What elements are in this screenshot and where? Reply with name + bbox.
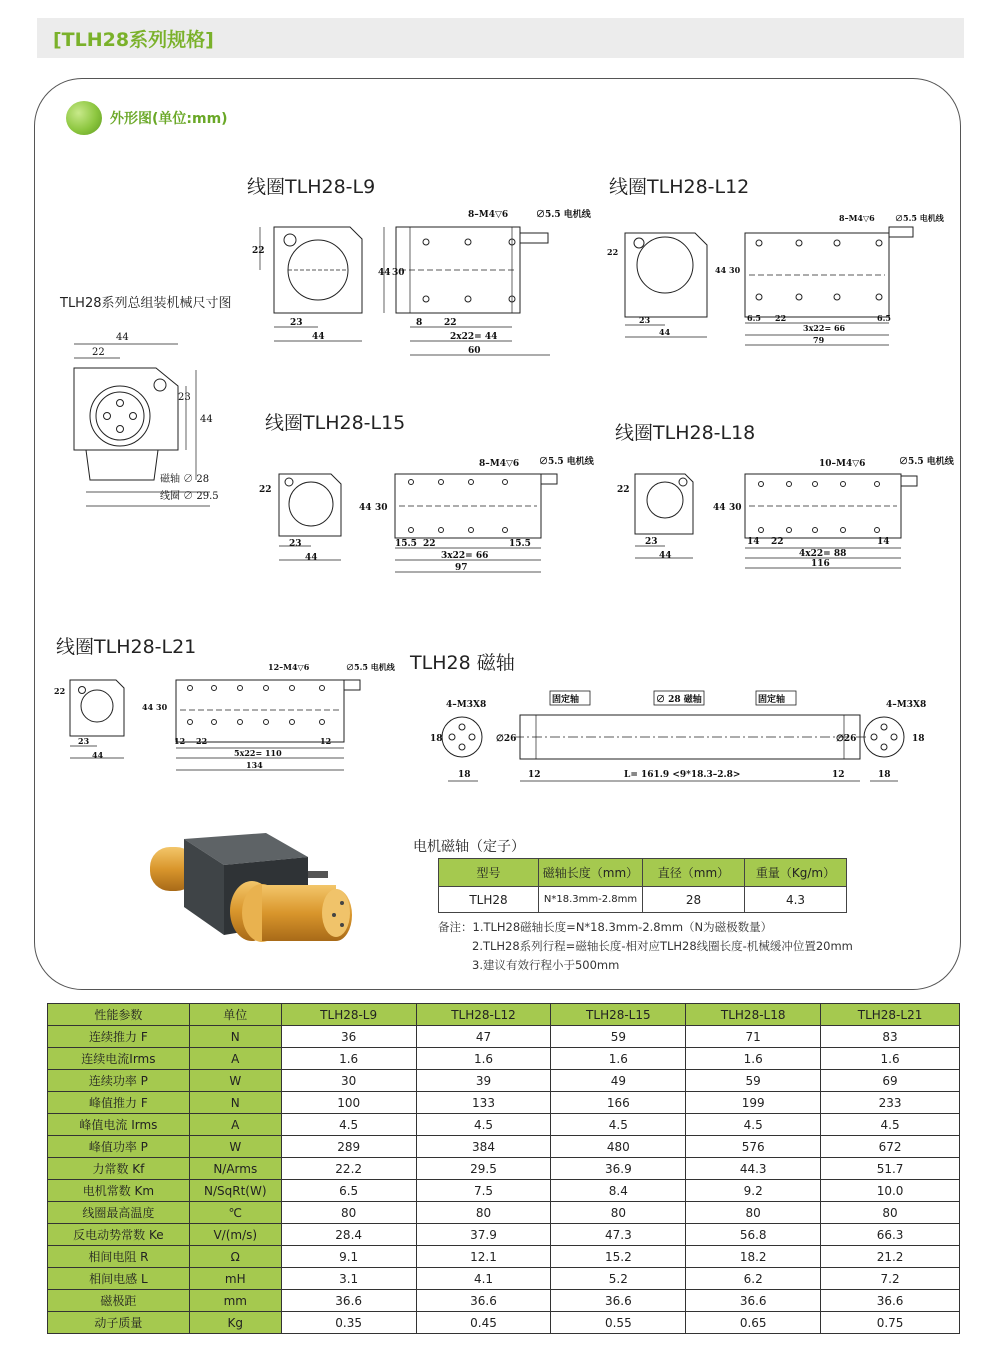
coil-l15-d23: 23 <box>289 539 302 549</box>
coil-l9-wire: ∅5.5 电机线 <box>536 210 591 220</box>
perf-cell: N <box>189 1026 281 1048</box>
perf-cell: 磁极距 <box>48 1290 190 1312</box>
perf-cell: 8.4 <box>551 1180 686 1202</box>
coil-l18-dh44: 44 <box>713 503 726 513</box>
perf-cell: 59 <box>686 1070 821 1092</box>
perf-cell: 36 <box>281 1026 416 1048</box>
coil-l21-d22: 22 <box>54 686 66 696</box>
coil-l15-d22: 22 <box>259 485 272 495</box>
page-title: [TLH28系列规格] <box>53 29 214 51</box>
perf-cell: 15.2 <box>551 1246 686 1268</box>
coil-l15-s1: 15.5 <box>395 539 417 549</box>
perf-cell: ℃ <box>189 1202 281 1224</box>
coil-l18-s3: 4x22= 88 <box>799 549 847 559</box>
perf-cell: 80 <box>416 1202 551 1224</box>
table-row <box>48 1048 960 1070</box>
assembly-dim-h: 44 <box>200 414 213 425</box>
perf-cell: 7.5 <box>416 1180 551 1202</box>
coil-l9-d44: 44 <box>312 332 325 342</box>
perf-cell: 47 <box>416 1026 551 1048</box>
perf-cell: 1.6 <box>281 1048 416 1070</box>
shaft-d26-left: ∅26 <box>496 734 517 744</box>
perf-cell: Ω <box>189 1246 281 1268</box>
coil-l12-wire: ∅5.5 电机线 <box>895 213 944 223</box>
perf-cell: 1.6 <box>821 1048 960 1070</box>
perf-cell: 1.6 <box>551 1048 686 1070</box>
perf-cell: 峰值电流 Irms <box>48 1114 190 1136</box>
coil-l9-drawing <box>250 205 591 360</box>
coil-l12-s2: 22 <box>775 313 787 323</box>
perf-cell: 480 <box>551 1136 686 1158</box>
perf-cell: 28.4 <box>281 1224 416 1246</box>
coil-l9-s2: 22 <box>444 318 457 328</box>
perf-cell: 9.2 <box>686 1180 821 1202</box>
table-row <box>48 1268 960 1290</box>
coil-l9-d30: 30 <box>392 268 405 278</box>
perf-cell: W <box>189 1136 281 1158</box>
perf-cell: 71 <box>686 1026 821 1048</box>
perf-cell: 69 <box>821 1070 960 1092</box>
perf-cell: mH <box>189 1268 281 1290</box>
table-row <box>48 1114 960 1136</box>
perf-cell: 36.9 <box>551 1158 686 1180</box>
spec-note-1: 备注：1.TLH28磁轴长度=N*18.3mm-2.8mm（N为磁极数量） <box>438 920 773 934</box>
perf-cell: 7.2 <box>821 1268 960 1290</box>
perf-cell: V/(m/s) <box>189 1224 281 1246</box>
coil-l15-title: 线圈TLH28-L15 <box>265 412 406 434</box>
coil-l12-holes: 8–M4▽6 <box>839 213 875 223</box>
performance-table <box>47 1003 960 1334</box>
perf-cell: 4.5 <box>551 1114 686 1136</box>
coil-l12-d30: 30 <box>729 265 741 275</box>
perf-cell: 6.5 <box>281 1180 416 1202</box>
table-row <box>48 1070 960 1092</box>
perf-cell: 384 <box>416 1136 551 1158</box>
perf-cell: 199 <box>686 1092 821 1114</box>
perf-cell: 3.1 <box>281 1268 416 1290</box>
shaft-title: TLH28 磁轴 <box>410 652 515 674</box>
spec-cell-length: N*18.3mm-2.8mm <box>539 887 643 913</box>
coil-l9-s1: 8 <box>416 318 423 328</box>
perf-cell: 49 <box>551 1070 686 1092</box>
coil-l12-d23: 23 <box>639 315 651 325</box>
coil-l21-s1: 12 <box>174 736 186 746</box>
perf-cell: 36.6 <box>551 1290 686 1312</box>
shaft-length: L= 161.9 <9*18.3–2.8> <box>624 770 741 780</box>
coil-l12-title: 线圈TLH28-L12 <box>609 176 750 198</box>
perf-cell: W <box>189 1070 281 1092</box>
spec-note-2: 2.TLH28系列行程=磁轴长度-相对应TLH28线圈长度-机械缓冲位置20mm <box>472 939 853 953</box>
coil-l18-len: 116 <box>811 559 830 569</box>
perf-cell: 连续电流Irms <box>48 1048 190 1070</box>
coil-l15-dh44: 44 <box>359 503 372 513</box>
coil-l9-d22: 22 <box>252 246 265 256</box>
spec-header-weight: 重量（Kg/m） <box>745 859 847 887</box>
coil-l9-dh44: 44 <box>378 268 391 278</box>
coil-l21-s3: 5x22= 110 <box>234 748 282 758</box>
table-row <box>48 1026 960 1048</box>
shaft-d18-right: 18 <box>912 734 925 744</box>
coil-l12-len: 79 <box>813 335 825 345</box>
coil-l9-s3: 2x22= 44 <box>450 332 498 342</box>
coil-l12-drawing <box>605 205 945 350</box>
assembly-dim-h2: 23 <box>178 392 191 403</box>
perf-cell: 0.75 <box>821 1312 960 1334</box>
perf-cell: 反电动势常数 Ke <box>48 1224 190 1246</box>
perf-cell: N/SqRt(W) <box>189 1180 281 1202</box>
spec-note-3: 3.建议有效行程小于500mm <box>472 958 620 972</box>
perf-cell: 连续推力 F <box>48 1026 190 1048</box>
coil-l15-s3: 3x22= 66 <box>441 551 489 561</box>
shaft-end-right: 12 <box>832 770 845 780</box>
perf-cell: 29.5 <box>416 1158 551 1180</box>
perf-cell: 12.1 <box>416 1246 551 1268</box>
perf-cell: 83 <box>821 1026 960 1048</box>
coil-l15-len: 97 <box>455 563 468 573</box>
spec-cell-weight: 4.3 <box>745 887 847 913</box>
perf-header-3: TLH28-L12 <box>416 1004 551 1026</box>
shaft-fix-right: 固定轴 <box>758 695 786 705</box>
perf-cell: A <box>189 1114 281 1136</box>
perf-cell: 相间电阻 R <box>48 1246 190 1268</box>
perf-cell: 133 <box>416 1092 551 1114</box>
coil-l18-d22: 22 <box>617 485 630 495</box>
table-row <box>48 1202 960 1224</box>
coil-l18-s4: 14 <box>877 537 890 547</box>
perf-cell: 力常数 Kf <box>48 1158 190 1180</box>
coil-l12-s1: 6.5 <box>747 313 761 323</box>
perf-header-2: TLH28-L9 <box>281 1004 416 1026</box>
perf-cell: 0.65 <box>686 1312 821 1334</box>
shaft-d18-left: 18 <box>430 734 443 744</box>
coil-l9-title: 线圈TLH28-L9 <box>247 176 376 198</box>
perf-cell: 6.2 <box>686 1268 821 1290</box>
shaft-screw-left: 4–M3X8 <box>446 700 487 710</box>
coil-l18-d30: 30 <box>729 503 742 513</box>
section-bullet-icon <box>66 101 102 135</box>
coil-l18-wire: ∅5.5 电机线 <box>899 457 954 467</box>
coil-l15-wire: ∅5.5 电机线 <box>539 457 594 467</box>
section-label: 外形图(单位:mm) <box>110 111 228 127</box>
perf-cell: 线圈最高温度 <box>48 1202 190 1224</box>
coil-l18-holes: 10–M4▽6 <box>819 459 866 469</box>
shaft-d18-bottom-right: 18 <box>878 770 891 780</box>
perf-cell: 21.2 <box>821 1246 960 1268</box>
shaft-dia: ∅ 28 磁轴 <box>656 695 702 705</box>
coil-l15-d44: 44 <box>305 553 318 563</box>
coil-l15-holes: 8–M4▽6 <box>479 459 520 469</box>
shaft-end-left: 12 <box>528 770 541 780</box>
perf-cell: 22.2 <box>281 1158 416 1180</box>
assembly-caption: TLH28系列总组装机械尺寸图 <box>60 296 232 311</box>
perf-cell: 36.6 <box>821 1290 960 1312</box>
coil-l12-dh44: 44 <box>715 265 727 275</box>
perf-cell: 80 <box>281 1202 416 1224</box>
table-row <box>48 1136 960 1158</box>
table-row <box>48 1180 960 1202</box>
perf-cell: 5.2 <box>551 1268 686 1290</box>
coil-l21-drawing <box>50 660 395 775</box>
perf-cell: 80 <box>821 1202 960 1224</box>
coil-l12-s4: 6.5 <box>877 313 891 323</box>
coil-l15-s4: 15.5 <box>509 539 531 549</box>
coil-l21-d44: 44 <box>92 750 104 760</box>
perf-cell: 166 <box>551 1092 686 1114</box>
perf-cell: 电机常数 Km <box>48 1180 190 1202</box>
perf-header-1: 单位 <box>189 1004 281 1026</box>
perf-cell: 289 <box>281 1136 416 1158</box>
shaft-d26-right: ∅26 <box>836 734 857 744</box>
perf-header-0: 性能参数 <box>48 1004 190 1026</box>
coil-l21-s4: 12 <box>320 736 332 746</box>
coil-l12-s3: 3x22= 66 <box>803 323 846 333</box>
shaft-drawing <box>428 685 968 790</box>
perf-cell: 峰值功率 P <box>48 1136 190 1158</box>
coil-l18-title: 线圈TLH28-L18 <box>615 422 756 444</box>
coil-l18-drawing <box>615 452 955 572</box>
coil-l21-holes: 12–M4▽6 <box>268 662 310 672</box>
perf-cell: 4.5 <box>686 1114 821 1136</box>
coil-l21-dh44: 44 <box>142 702 154 712</box>
perf-cell: 4.5 <box>281 1114 416 1136</box>
spec-header-length: 磁轴长度（mm） <box>539 859 643 887</box>
perf-cell: 44.3 <box>686 1158 821 1180</box>
perf-header-4: TLH28-L15 <box>551 1004 686 1026</box>
coil-l15-s2: 22 <box>423 539 436 549</box>
perf-cell: N/Arms <box>189 1158 281 1180</box>
perf-cell: 10.0 <box>821 1180 960 1202</box>
perf-cell: Kg <box>189 1312 281 1334</box>
perf-cell: 100 <box>281 1092 416 1114</box>
shaft-screw-right: 4–M3X8 <box>886 700 927 710</box>
perf-cell: 672 <box>821 1136 960 1158</box>
table-row <box>48 1290 960 1312</box>
coil-l21-wire: ∅5.5 电机线 <box>346 662 395 672</box>
perf-cell: 66.3 <box>821 1224 960 1246</box>
coil-l21-s2: 22 <box>196 736 208 746</box>
perf-header-5: TLH28-L18 <box>686 1004 821 1026</box>
table-row <box>48 1224 960 1246</box>
coil-l15-drawing <box>255 452 594 577</box>
perf-cell: 233 <box>821 1092 960 1114</box>
perf-cell: A <box>189 1048 281 1070</box>
spec-title: 电机磁轴（定子） <box>413 839 525 855</box>
spec-cell-diameter: 28 <box>643 887 745 913</box>
perf-cell: 1.6 <box>416 1048 551 1070</box>
perf-cell: 36.6 <box>281 1290 416 1312</box>
coil-l21-d23: 23 <box>78 736 90 746</box>
spec-header-model: 型号 <box>439 859 539 887</box>
assembly-coil-label: 线圈 ∅ 29.5 <box>160 491 219 502</box>
perf-cell: 80 <box>686 1202 821 1224</box>
perf-cell: 576 <box>686 1136 821 1158</box>
spec-header-diameter: 直径（mm） <box>643 859 745 887</box>
coil-l9-d23: 23 <box>290 318 303 328</box>
coil-l21-len: 134 <box>246 760 263 770</box>
perf-cell: 4.1 <box>416 1268 551 1290</box>
perf-cell: 4.5 <box>416 1114 551 1136</box>
table-row <box>48 1092 960 1114</box>
coil-l18-s2: 22 <box>771 537 784 547</box>
assembly-dim-half: 22 <box>92 347 105 358</box>
shaft-fix-left: 固定轴 <box>552 695 580 705</box>
assembly-shaft-label: 磁轴 ∅ 28 <box>160 474 210 485</box>
perf-cell: 9.1 <box>281 1246 416 1268</box>
table-row <box>48 1158 960 1180</box>
coil-l9-holes: 8–M4▽6 <box>468 210 509 220</box>
perf-cell: 59 <box>551 1026 686 1048</box>
assembly-drawing <box>60 330 250 510</box>
coil-l15-d30: 30 <box>375 503 388 513</box>
perf-cell: 峰值推力 F <box>48 1092 190 1114</box>
perf-cell: 80 <box>551 1202 686 1224</box>
header-bar <box>37 18 964 58</box>
coil-l9-len: 60 <box>468 346 481 356</box>
perf-cell: 0.35 <box>281 1312 416 1334</box>
perf-cell: 36.6 <box>416 1290 551 1312</box>
perf-cell: 4.5 <box>821 1114 960 1136</box>
table-row <box>48 1312 960 1334</box>
perf-cell: 30 <box>281 1070 416 1092</box>
perf-cell: 0.55 <box>551 1312 686 1334</box>
perf-cell: 0.45 <box>416 1312 551 1334</box>
perf-cell: 37.9 <box>416 1224 551 1246</box>
perf-cell: 连续功率 P <box>48 1070 190 1092</box>
table-row <box>48 1246 960 1268</box>
spec-table <box>438 858 847 913</box>
perf-cell: 56.8 <box>686 1224 821 1246</box>
perf-cell: 动子质量 <box>48 1312 190 1334</box>
coil-l12-d44: 44 <box>659 327 671 337</box>
perf-cell: mm <box>189 1290 281 1312</box>
coil-l12-d22: 22 <box>607 247 619 257</box>
coil-l18-s1: 14 <box>747 537 760 547</box>
spec-cell-model: TLH28 <box>439 887 539 913</box>
coil-l21-title: 线圈TLH28-L21 <box>56 636 197 658</box>
perf-cell: 1.6 <box>686 1048 821 1070</box>
perf-cell: 51.7 <box>821 1158 960 1180</box>
perf-cell: 18.2 <box>686 1246 821 1268</box>
shaft-d18-bottom-left: 18 <box>458 770 471 780</box>
motor-render-image <box>148 825 358 965</box>
assembly-dim-w: 44 <box>116 332 129 343</box>
coil-l21-d30: 30 <box>156 702 168 712</box>
perf-cell: 47.3 <box>551 1224 686 1246</box>
coil-l18-d44: 44 <box>659 551 672 561</box>
perf-cell: 39 <box>416 1070 551 1092</box>
perf-header-6: TLH28-L21 <box>821 1004 960 1026</box>
perf-cell: 相间电感 L <box>48 1268 190 1290</box>
perf-cell: 36.6 <box>686 1290 821 1312</box>
coil-l18-d23: 23 <box>645 537 658 547</box>
perf-cell: N <box>189 1092 281 1114</box>
